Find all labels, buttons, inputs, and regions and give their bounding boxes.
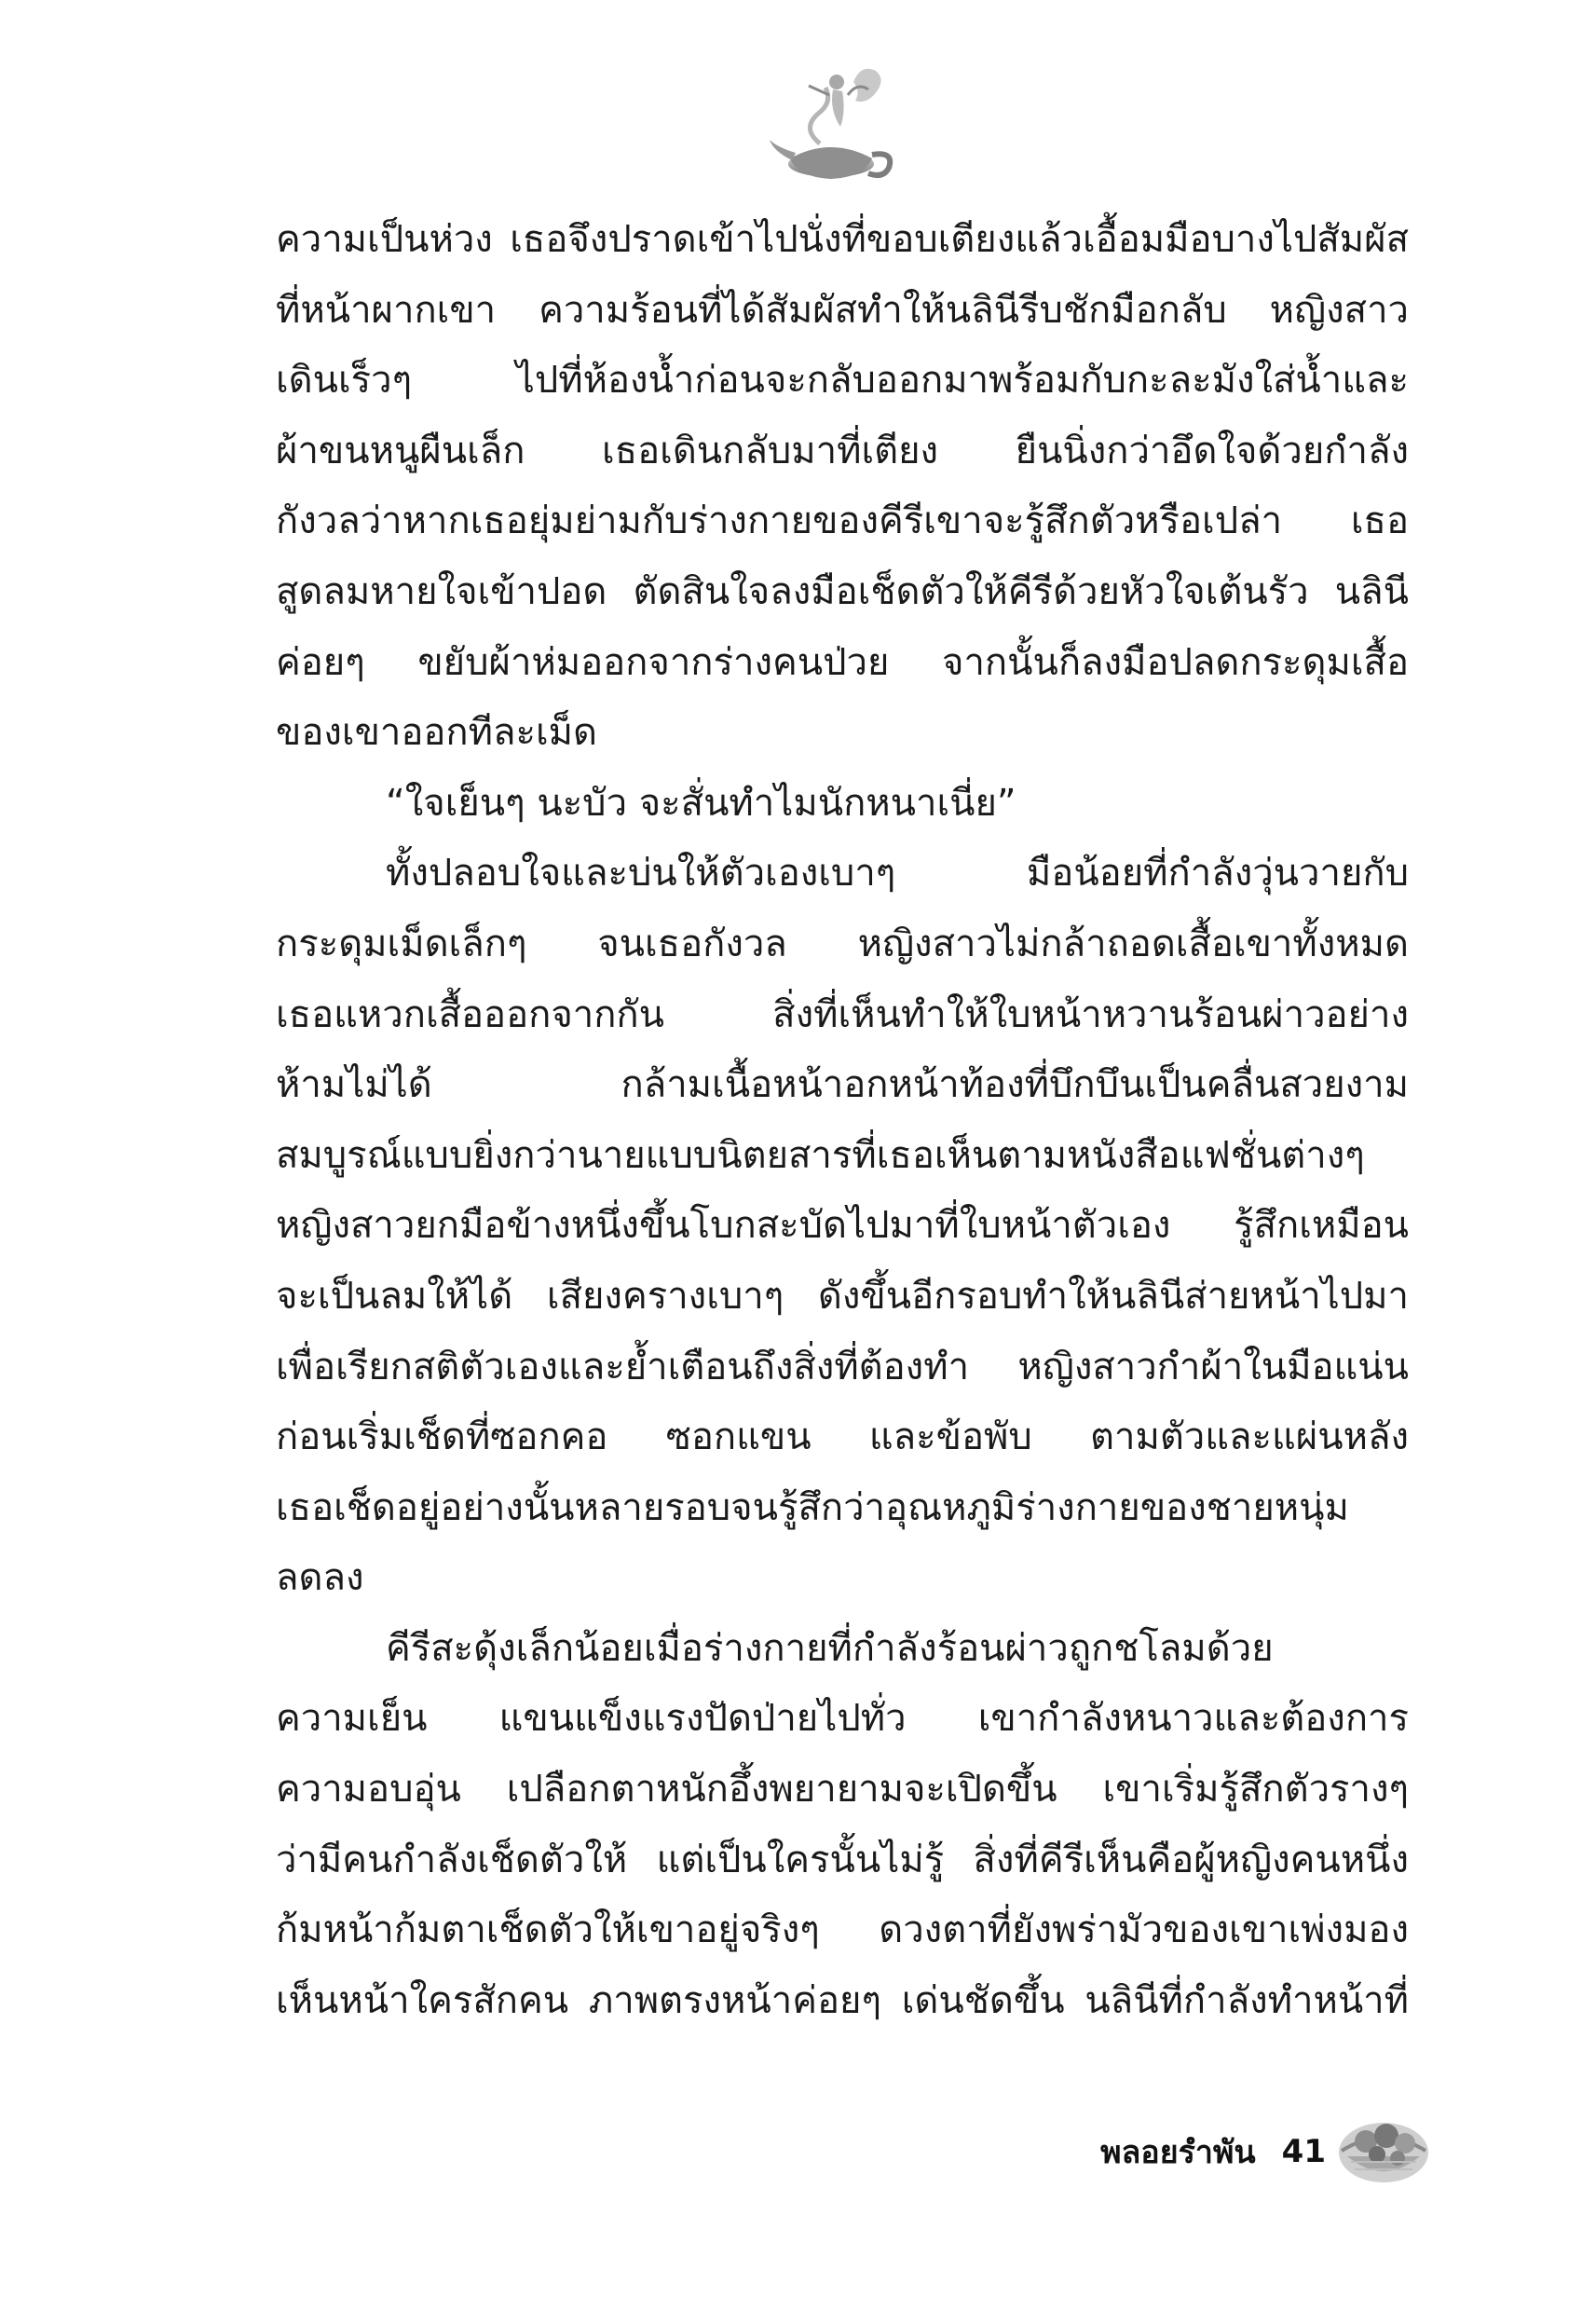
text-line: เธอเช็ดอยู่อย่างนั้นหลายรอบจนรู้สึกว่าอุณหภูมิร่างกายของชายหนุ่ม bbox=[276, 1485, 1349, 1529]
text-line: ความเป็นห่วง เธอจึงปราดเข้าไปนั่งที่ขอบเตียงแล้วเอื้อมมือบางไปสัมผัส bbox=[276, 218, 1409, 261]
text-line: หญิงสาวยกมือข้างหนึ่งขึ้นโบกสะบัดไปมาที่ใบหน้าตัวเอง รู้สึกเหมือน bbox=[276, 1204, 1409, 1248]
flower-basket-ornament-icon bbox=[1332, 2097, 1435, 2190]
text-line: จะเป็นลมให้ได้ เสียงครางเบาๆ ดังขึ้นอีกรอบทำให้นลินีส่ายหน้าไปมา bbox=[276, 1274, 1409, 1318]
text-line: ความอบอุ่น เปลือกตาหนักอึ้งพยายามจะเปิดขึ้น เขาเริ่มรู้สึกตัวรางๆ bbox=[276, 1768, 1409, 1812]
text-line: ทั้งปลอบใจและบ่นให้ตัวเองเบาๆ มือน้อยที่กำลังวุ่นวายกับ bbox=[386, 852, 1409, 896]
text-line: ว่ามีคนกำลังเช็ดตัวให้ แต่เป็นใครนั้นไม่รู้ สิ่งที่คีรีเห็นคือผู้หญิงคนหนึ่ง bbox=[276, 1838, 1409, 1881]
text-line: ผ้าขนหนูผืนเล็ก เธอเดินกลับมาที่เตียง ยืนนิ่งกว่าอึดใจด้วยกำลัง bbox=[276, 429, 1409, 472]
text-line: ลดลง bbox=[276, 1556, 364, 1600]
text-line: เธอแหวกเสื้อออกจากกัน สิ่งที่เห็นทำให้ใบหน้าหวานร้อนผ่าวอย่าง bbox=[276, 992, 1409, 1036]
page-footer bbox=[1100, 2126, 1326, 2177]
text-line: ของเขาออกทีละเม็ด bbox=[276, 711, 598, 755]
text-line: สมบูรณ์แบบยิ่งกว่านายแบบนิตยสารที่เธอเห็นตามหนังสือแฟชั่นต่างๆ bbox=[276, 1133, 1365, 1177]
text-line: ค่อยๆ ขยับผ้าห่มออกจากร่างคนป่วย จากนั้นก็ลงมือปลดกระดุมเสื้อ bbox=[276, 640, 1409, 684]
text-line: ก่อนเริ่มเช็ดที่ซอกคอ ซอกแขน และข้อพับ ตามตัวและแผ่นหลัง bbox=[276, 1415, 1409, 1459]
text-line: เดินเร็วๆ ไปที่ห้องน้ำก่อนจะกลับออกมาพร้อมกับกะละมังใส่น้ำและ bbox=[276, 359, 1409, 403]
text-line: กังวลว่าหากเธอยุ่มย่ามกับร่างกายของคีรีเขาจะรู้สึกตัวหรือเปล่า เธอ bbox=[276, 499, 1409, 543]
text-line: กระดุมเม็ดเล็กๆ จนเธอกังวล หญิงสาวไม่กล้าถอดเสื้อเขาทั้งหมด bbox=[276, 922, 1409, 965]
book-title: พลอยรำพัน bbox=[1100, 2134, 1256, 2171]
teapot-fairy-ornament-icon bbox=[764, 54, 904, 194]
text-line: ก้มหน้าก้มตาเช็ดตัวให้เขาอยู่จริงๆ ดวงตาที่ยังพร่ามัวของเขาเพ่งมอง bbox=[276, 1908, 1409, 1952]
text-line: เพื่อเรียกสติตัวเองและย้ำเตือนถึงสิ่งที่ต้องทำ หญิงสาวกำผ้าในมือแน่น bbox=[276, 1345, 1409, 1388]
text-line: คีรีสะดุ้งเล็กน้อยเมื่อร่างกายที่กำลังร้อนผ่าวถูกชโลมด้วย bbox=[386, 1626, 1274, 1670]
body-text bbox=[276, 205, 1409, 2036]
text-line: ความเย็น แขนแข็งแรงปัดป่ายไปทั่ว เขากำลังหนาวและต้องการ bbox=[276, 1697, 1409, 1741]
page-number: 41 bbox=[1281, 2133, 1326, 2170]
text-line: ห้ามไม่ได้ กล้ามเนื้อหน้าอกหน้าท้องที่บึกบึนเป็นคลื่นสวยงาม bbox=[276, 1063, 1409, 1107]
text-line: ที่หน้าผากเขา ความร้อนที่ได้สัมผัสทำให้นลินีรีบชักมือกลับ หญิงสาว bbox=[276, 288, 1409, 332]
text-line: เห็นหน้าใครสักคน ภาพตรงหน้าค่อยๆ เด่นชัดขึ้น นลินีที่กำลังทำหน้าที่ bbox=[276, 1978, 1409, 2022]
text-line: “ใจเย็นๆ นะบัว จะสั่นทำไมนักหนาเนี่ย” bbox=[386, 781, 1016, 825]
text-line: สูดลมหายใจเข้าปอด ตัดสินใจลงมือเช็ดตัวให้คีรีด้วยหัวใจเต้นรัว นลินี bbox=[276, 569, 1409, 613]
